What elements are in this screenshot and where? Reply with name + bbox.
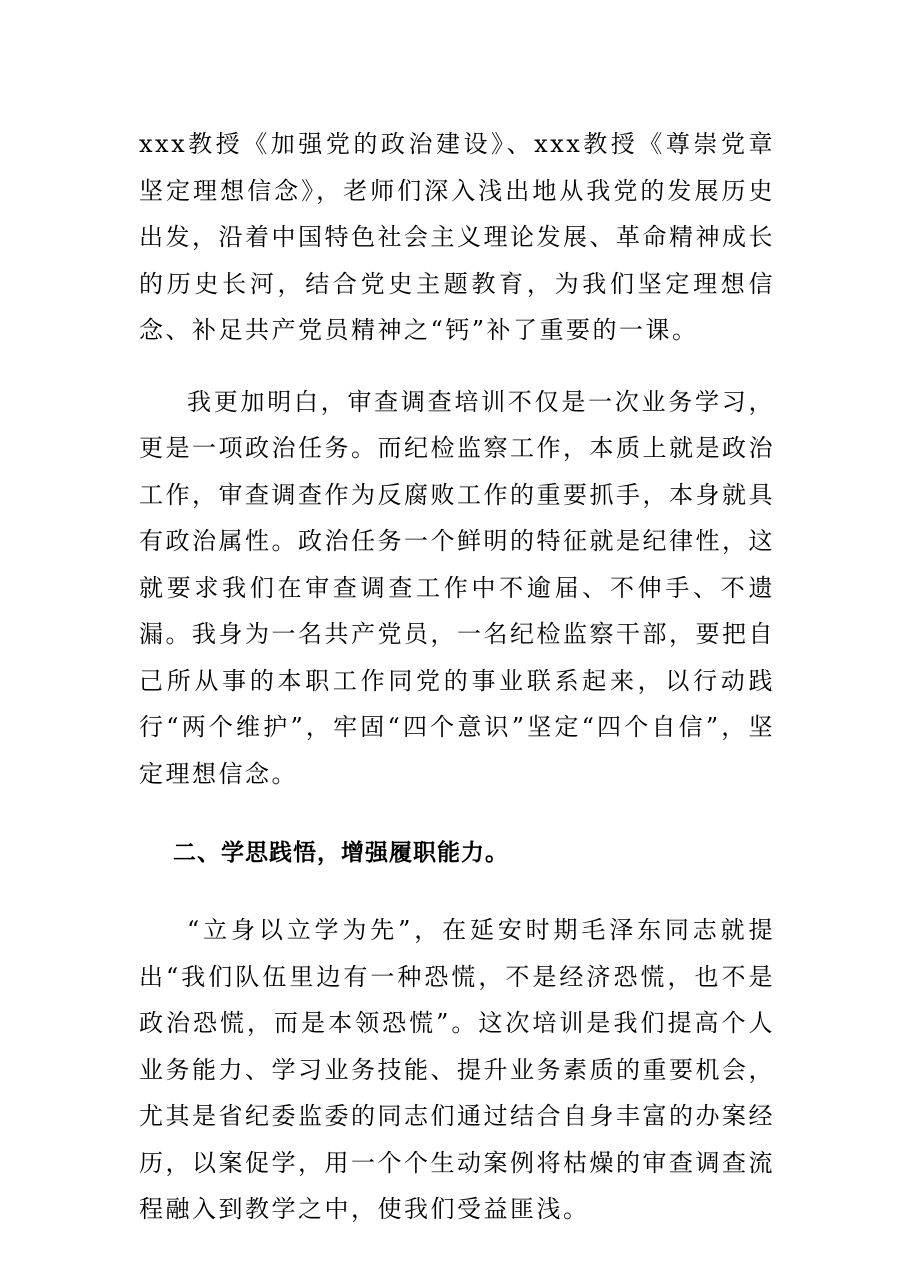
paragraph-learning: “立身以立学为先”，在延安时期毛泽东同志就提出“我们队伍里边有一种恐慌，不是经济恐慌，也不是政治恐慌，而是本领恐慌”。这次培训是我们提高个人业务能力、学习业务技能、提升业务素质的重要机会，尤其是省纪委监委的同志们通过结合自身丰富的办案经历，以案促学，用一个个生动案例将枯燥的审查调查流程融入到教学之中，使我们受益匪浅。: [139, 916, 775, 1223]
document-body: [139, 121, 775, 1233]
section-heading: 二、学思践悟，增强履职能力。: [173, 840, 509, 866]
paragraph-continued: xxx教授《加强党的政治建设》、xxx教授《尊崇党章坚定理想信念》，老师们深入浅出地从我党的发展历史出发，沿着中国特色社会主义理论发展、革命精神成长的历史长河，结合党史主题教育，为我们坚定理想信念、补足共产党员精神之“钙”补了重要的一课。: [139, 130, 775, 344]
paragraph-political-task: 我更加明白，审查调查培训不仅是一次业务学习，更是一项政治任务。而纪检监察工作，本质上就是政治工作，审查调查作为反腐败工作的重要抓手，本身就具有政治属性。政治任务一个鲜明的特征就是纪律性，这就要求我们在审查调查工作中不逾届、不伸手、不遗漏。我身为一名共产党员，一名纪检监察干部，要把自己所从事的本职工作同党的事业联系起来，以行动践行“两个维护”，牢固“四个意识”坚定“四个自信”，坚定理想信念。: [139, 387, 775, 788]
